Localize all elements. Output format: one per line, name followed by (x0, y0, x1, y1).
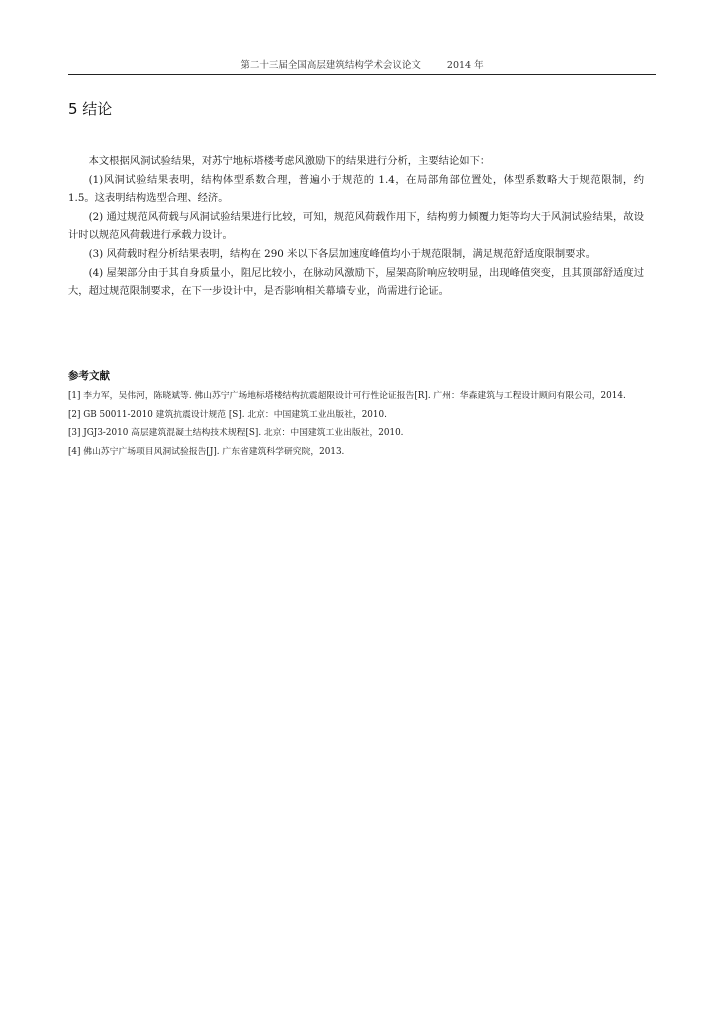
reference-item-2: [2] GB 50011-2010 建筑抗震设计规范 [S]. 北京：中国建筑工业出版社，2010. (68, 409, 387, 420)
paragraph-conclusion-3: (3) 风荷载时程分析结果表明，结构在 290 米以下各层加速度峰值均小于规范限制，满足规范舒适度限制要求。 (88, 247, 597, 260)
header-rule (68, 74, 656, 75)
reference-item-3: [3] JGJ3-2010 高层建筑混凝土结构技术规程[S]. 北京：中国建筑工业出版社，2010. (68, 428, 404, 439)
paragraph-conclusion-2: (2) 通过规范风荷载与风洞试验结果进行比较，可知，规范风荷载作用下，结构剪力倾覆力矩等均大于风洞试验结果，故设计时以规范风荷载进行承载力设计。 (68, 210, 644, 242)
conclusion-body (68, 152, 644, 301)
header-year: 2014 年 (446, 60, 484, 71)
paragraph-conclusion-1: (1)风洞试验结果表明，结构体型系数合理，普遍小于规范的 1.4，在局部角部位置处，体型系数略大于规范限制，约 1.5。这表明结构选型合理、经济。 (68, 173, 644, 205)
reference-item-1: [1] 李力军，吴伟河，陈晓斌等. 佛山苏宁广场地标塔楼结构抗震超限设计可行性论证报告[R]. 广州：华森建筑与工程设计顾问有限公司，2014. (68, 391, 626, 401)
running-header (68, 59, 656, 75)
paragraph-conclusion-4: (4) 屋架部分由于其自身质量小，阻尼比较小，在脉动风激励下，屋架高阶响应较明显，出现峰值突变，且其顶部舒适度过大，超过规范限制要求，在下一步设计中，是否影响相关幕墙专业，尚需进行论证。 (68, 266, 644, 298)
references-title: 参考文献 (68, 370, 110, 382)
reference-item-4: [4] 佛山苏宁广场项目风洞试验报告[J]. 广东省建筑科学研究院，2013. (68, 446, 345, 457)
header-conference-title: 第二十三届全国高层建筑结构学术会议论文 (240, 60, 421, 71)
paragraph-intro: 本文根据风洞试验结果，对苏宁地标塔楼考虑风激励下的结果进行分析，主要结论如下： (88, 155, 491, 167)
section-title: 5 结论 (68, 100, 113, 118)
reference-list (68, 387, 644, 461)
